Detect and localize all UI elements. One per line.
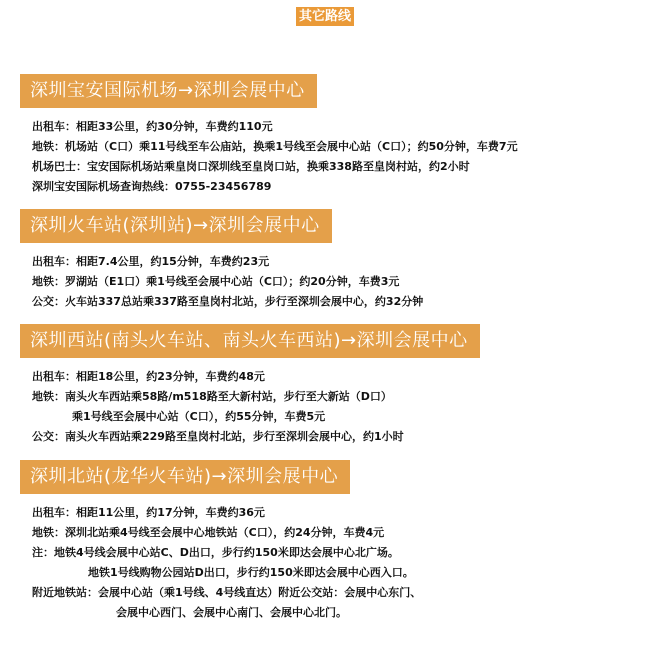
route-line-nearby: 附近地铁站：会展中心站（乘1号线、4号线直达）附近公交站：会展中心东门、 [32, 586, 422, 599]
route-line-note-cont: 地铁1号线购物公园站D出口，步行约150米即达会展中心西入口。 [88, 566, 414, 579]
section-title: 深圳北站(龙华火车站)→深圳会展中心 [20, 460, 350, 494]
route-line-taxi: 出租车：相距7.4公里，约15分钟，车费约23元 [32, 255, 270, 268]
route-line-bus: 公交：南头火车西站乘229路至皇岗村北站，步行至深圳会展中心，约1小时 [32, 430, 404, 443]
route-line-note: 注：地铁4号线会展中心站C、D出口，步行约150米即达会展中心北广场。 [32, 546, 399, 559]
route-line-nearby-cont: 会展中心西门、会展中心南门、会展中心北门。 [116, 606, 347, 619]
section-airport [20, 74, 660, 197]
route-line-metro-cont: 乘1号线至会展中心站（C口），约55分钟，车费5元 [72, 410, 326, 423]
route-line-metro: 地铁：罗湖站（E1口）乘1号线至会展中心站（C口）；约20分钟，车费3元 [32, 275, 400, 288]
route-line-taxi: 出租车：相距33公里，约30分钟，车费约110元 [32, 120, 273, 133]
route-line-metro: 地铁：机场站（C口）乘11号线至车公庙站，换乘1号线至会展中心站（C口）；约50分钟，车费7元 [32, 140, 518, 153]
route-line-taxi: 出租车：相距18公里，约23分钟，车费约48元 [32, 370, 265, 383]
route-line-hotline: 深圳宝安国际机场查询热线：0755-23456789 [32, 180, 272, 193]
section-title: 深圳西站(南头火车站、南头火车西站)→深圳会展中心 [20, 324, 480, 358]
section-shenzhen-north [20, 460, 660, 623]
section-shenzhen-west [20, 324, 660, 447]
route-line-bus: 公交：火车站337总站乘337路至皇岗村北站，步行至深圳会展中心，约32分钟 [32, 295, 424, 308]
route-line-taxi: 出租车：相距11公里，约17分钟，车费约36元 [32, 506, 265, 519]
section-title: 深圳宝安国际机场→深圳会展中心 [20, 74, 317, 108]
section-title: 深圳火车站(深圳站)→深圳会展中心 [20, 209, 332, 243]
other-routes-label: 其它路线 [296, 7, 354, 26]
section-shenzhen-station [20, 209, 660, 312]
route-line-metro: 地铁：深圳北站乘4号线至会展中心地铁站（C口），约24分钟，车费4元 [32, 526, 385, 539]
route-line-metro: 地铁：南头火车西站乘58路/m518路至大新村站，步行至大新站（D口） [32, 390, 392, 403]
route-line-bus: 机场巴士：宝安国际机场站乘皇岗口深圳线至皇岗口站，换乘338路至皇岗村站，约2小时 [32, 160, 470, 173]
